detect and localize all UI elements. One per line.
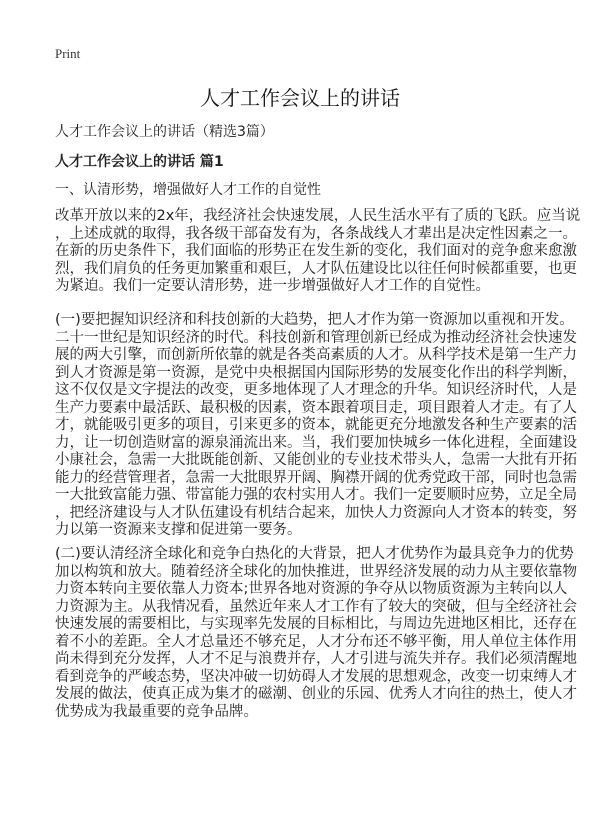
- paragraph-line: 看到竞争的严峻态势，坚决冲破一切妨碍人才发展的思想观念，改变一切束缚人才: [55, 668, 577, 685]
- paragraph-line: 展的两大引擎，而创新所依靠的就是各类高素质的人才。从科学技术是第一生产力: [55, 347, 577, 363]
- paragraph-line: 改革开放以来的2x年，我经济社会快速发展，人民生活水平有了质的飞跃。应当说: [55, 208, 581, 224]
- paragraph-line: 力资源为主。从我情况看，虽然近年来人才工作有了较大的突破，但与全经济社会: [55, 598, 577, 615]
- paragraph-line: 加以构筑和放大。随着经济全球化的加快推进，世界经济发展的动力从主要依靠物: [55, 563, 577, 580]
- paragraph-line: 力以第一资源来支撑和促进第一要务。: [55, 522, 302, 538]
- paragraph-line: ，把经济建设与人才队伍建设有机结合起来，加快人力资源向人才资本的转变，努: [55, 504, 577, 521]
- paragraph-line: (一)要把握知识经济和科技创新的大趋势，把人才作为第一资源加以重视和开发。: [55, 312, 574, 328]
- paragraph-line: 力，让一切创造财富的源泉涌流出来。当，我们要加快城乡一体化进程，全面建设: [55, 434, 577, 451]
- section-heading: 一、认清形势，增强做好人才工作的自觉性: [55, 182, 321, 198]
- print-label[interactable]: Print: [55, 46, 81, 61]
- paragraph-line: 在新的历史条件下，我们面临的形势正在发生新的变化，我们面对的竞争愈来愈激: [55, 243, 577, 259]
- paragraph-line: 到人才资源是第一资源，是党中央根据国内国际形势的发展变化作出的科学判断，: [55, 364, 577, 381]
- document-title: 人才工作会议上的讲话: [200, 86, 400, 110]
- paragraph-2: [55, 312, 577, 540]
- paragraph-line: (二)要认清经济全球化和竞争白热化的大背景，把人才优势作为最具竞争力的优势: [55, 546, 574, 562]
- paragraph-line: ，上述成就的取得，我各级干部奋发有为，各条战线人才辈出是决定性因素之一。: [55, 225, 577, 242]
- paragraph-line: 着不小的差距。全人才总量还不够充足，人才分布还不够平衡，用人单位主体作用: [55, 633, 577, 650]
- paragraph-line: 才，就能吸引更多的项目，引来更多的资本，就能更充分地激发各种生产要素的活: [55, 417, 577, 433]
- paragraph-line: 发展的做法，使真正成为集才的磁潮、创业的乐园、优秀人才向往的热土，使人才: [55, 686, 577, 702]
- paragraph-line: 尚未得到充分发挥，人才不足与浪费并存，人才引进与流失并存。我们必须清醒地: [55, 651, 577, 667]
- paragraph-line: 快速发展的需要相比，与实现率先发展的目标相比，与周边先进地区相比，还存在: [55, 616, 577, 632]
- paragraph-line: 能力的经营管理者，急需一大批眼界开阔、胸襟开阔的优秀党政干部，同时也急需: [55, 469, 577, 486]
- paragraph-line: 生产力要素中最活跃、最积极的因素，资本跟着项目走，项目跟着人才走。有了人: [55, 399, 577, 416]
- paragraph-1: [55, 208, 581, 296]
- paragraph-line: 这不仅仅是文字提法的改变，更多地体现了人才理念的升华。知识经济时代，人是: [55, 382, 577, 398]
- paragraph-line: 烈，我们肩负的任务更加繁重和艰巨，人才队伍建设比以往任何时候都重要，也更: [55, 260, 577, 277]
- paragraph-line: 一大批致富能力强、带富能力强的农村实用人才。我们一定要顺时应势，立足全局: [55, 487, 577, 503]
- paragraph-line: 为紧迫。我们一定要认清形势，进一步增强做好人才工作的自觉性。: [55, 278, 490, 294]
- document-subtitle: 人才工作会议上的讲话（精选3篇）: [55, 124, 274, 140]
- paragraph-line: 优势成为我最重要的竞争品牌。: [55, 703, 258, 720]
- article-heading: 人才工作会议上的讲话 篇1: [55, 154, 224, 170]
- paragraph-line: 小康社会，急需一大批既能创新、又能创业的专业技术带头人，急需一大批有开拓: [55, 452, 577, 468]
- paragraph-line: 力资本转向主要依靠人力资本;世界各地对资源的争夺从以物质资源为主转向以人: [55, 581, 568, 597]
- paragraph-line: 二十一世纪是知识经济的时代。科技创新和管理创新已经成为推动经济社会快速发: [55, 329, 577, 346]
- paragraph-3: [55, 546, 577, 721]
